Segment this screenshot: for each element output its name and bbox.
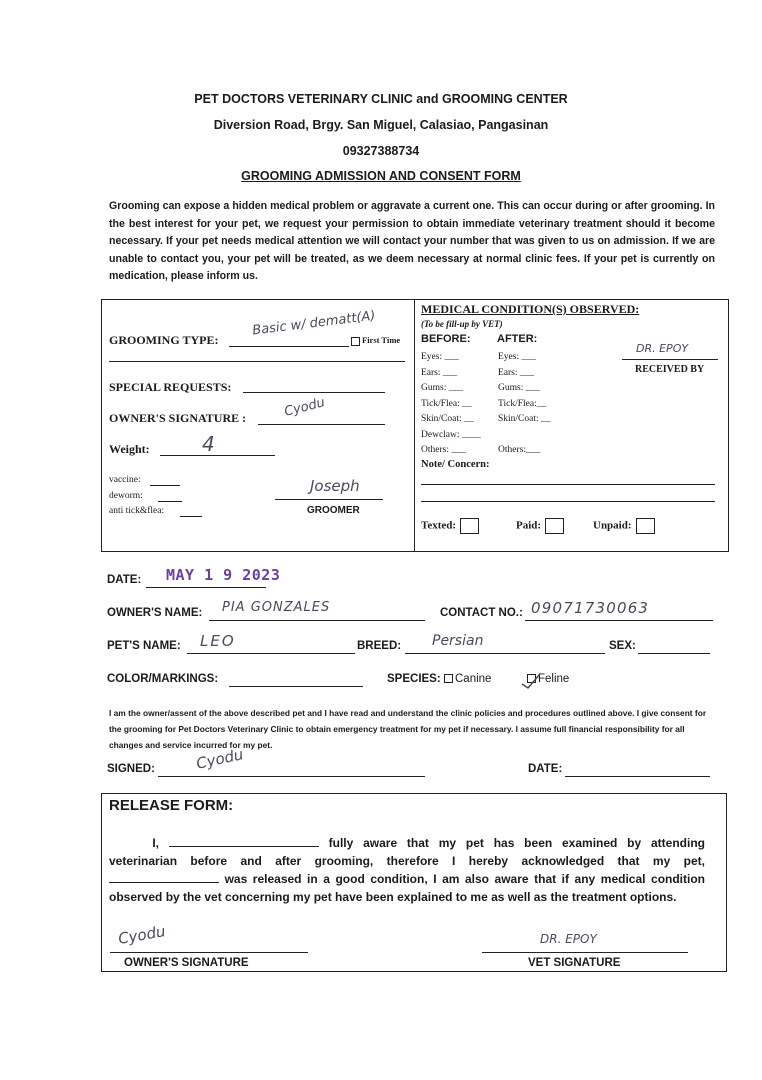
feline-label: Feline (538, 673, 570, 685)
release-name-blank (169, 834, 319, 847)
after-others: Others:___ (498, 445, 541, 455)
release-pet-blank (109, 870, 219, 883)
note-line-1 (421, 484, 715, 485)
intro-paragraph: Grooming can expose a hidden medical problem or aggravate a current one. This can occur during or after grooming. In the best interest for your pet, we request your permission to obtain immediate veterinary treatment should it become necessary. If your pet needs medical attention we will contact your number that was given to us on admission. If we are unable to contact you, your pet will be treated, as we deem necessary at normal clinic fees. If your pet is currently on medication, please inform us. (109, 200, 715, 283)
contact-label: CONTACT NO.: (440, 607, 523, 619)
release-text-3: was released in a good condition, I am also aware that if any medical condition observed by the vet concerning my pet have been explained to me as well as the treatment options. (109, 872, 706, 904)
anti-tick-label: anti tick&flea: (109, 506, 165, 516)
species-canine-option[interactable] (444, 673, 491, 685)
signed-label: SIGNED: (107, 763, 155, 775)
weight-line (160, 455, 275, 456)
after-ears: Ears: ___ (498, 367, 535, 378)
grooming-type-line (229, 346, 349, 347)
received-by-line (622, 359, 718, 360)
contact-line (525, 620, 713, 621)
after-gums: Gums: ___ (498, 383, 540, 393)
after-dewclaw (498, 428, 551, 444)
groomer-value: Joseph (310, 477, 360, 495)
consent-paragraph: I am the owner/assent of the above described pet and I have read and understand the clinic policies and procedures outlined above. I give consent for the grooming for Pet Doctors Veterinary Clinic to obtain emergency treatment for my pet if necessary. I assume full financial responsibility for all changes and service incurred for my pet. (109, 708, 707, 750)
vet-signature-line (482, 952, 688, 953)
owner-signature-value: Cyodu (282, 395, 327, 420)
vaccine-line (150, 485, 180, 486)
clinic-address: Diversion Road, Brgy. San Miguel, Calasiao, Pangasinan (213, 118, 549, 132)
before-dewclaw: Dewclaw: ____ (421, 429, 481, 440)
after-label: AFTER: (497, 333, 538, 345)
after-column (498, 350, 551, 459)
groomer-line (275, 499, 383, 500)
unpaid-checkbox[interactable] (636, 518, 655, 534)
paid-checkbox[interactable] (545, 518, 564, 534)
owner-signature-label: OWNER'S SIGNATURE : (109, 411, 247, 425)
pet-name-line (187, 653, 355, 654)
texted-label: Texted: (421, 519, 457, 532)
release-text-1: I, (152, 836, 159, 850)
grooming-type-value: Basic w/ dematt(A) (251, 308, 377, 339)
color-markings-label: COLOR/MARKINGS: (107, 673, 219, 685)
deworm-line (158, 501, 182, 502)
owner-name-label: OWNER'S NAME: (107, 607, 203, 619)
unpaid-label: Unpaid: (593, 519, 632, 532)
owner-signature-line (258, 424, 385, 425)
clinic-phone: 09327388734 (342, 144, 420, 158)
anti-tick-line (180, 516, 202, 517)
signed-date-line (565, 776, 710, 777)
before-label: BEFORE: (421, 333, 471, 345)
texted-checkbox[interactable] (460, 518, 479, 534)
color-markings-line (229, 686, 363, 687)
before-others: Others: ___ (421, 445, 466, 455)
special-requests-label: SPECIAL REQUESTS: (109, 380, 232, 394)
release-paragraph (109, 834, 705, 906)
received-by-value: DR. EPOY (636, 342, 689, 355)
paid-label: Paid: (516, 519, 542, 532)
before-skin: Skin/Coat: __ (421, 414, 474, 424)
vaccine-label: vaccine: (109, 475, 141, 485)
texted-field[interactable] (421, 518, 479, 534)
before-ears: Ears: ___ (421, 367, 458, 378)
species-label: SPECIES: (387, 673, 441, 685)
before-gums: Gums: ___ (421, 383, 463, 393)
note-label: Note/ Concern: (421, 459, 490, 470)
vet-signature-value: DR. EPOY (540, 932, 597, 946)
weight-label: Weight: (109, 442, 150, 456)
grooming-type-line-2 (109, 361, 405, 362)
form-title: GROOMING ADMISSION AND CONSENT FORM (241, 169, 521, 183)
release-text-2: fully aware that my pet has been examined by attending veterinarian before and after grooming, therefore I hereby acknowledged that my pet, (109, 836, 705, 868)
breed-value: Persian (432, 633, 484, 649)
first-time-box[interactable] (351, 337, 360, 346)
date-label: DATE: (107, 574, 142, 586)
vet-signature-label: VET SIGNATURE (528, 957, 621, 969)
weight-value: 4 (202, 432, 215, 456)
date-line (146, 587, 266, 588)
special-requests-line (243, 392, 385, 393)
before-eyes: Eyes: ___ (421, 352, 459, 362)
deworm-label: deworm: (109, 491, 143, 501)
medical-condition-subtitle: (To be fill-up by VET) (421, 319, 503, 329)
owner-release-signature-label: OWNER'S SIGNATURE (124, 957, 249, 969)
contact-value: 09071730063 (531, 599, 650, 617)
first-time-checkbox[interactable] (351, 335, 400, 346)
owner-release-signature-value: Cyodu (116, 922, 167, 948)
breed-line (405, 653, 605, 654)
before-tick: Tick/Flea: __ (421, 398, 472, 409)
breed-label: BREED: (357, 640, 402, 652)
release-title: RELEASE FORM: (109, 797, 234, 814)
owner-name-line (209, 620, 425, 621)
received-by-label: RECEIVED BY (635, 364, 705, 375)
after-skin: Skin/Coat: __ (498, 414, 551, 424)
signed-line (158, 776, 425, 777)
box-divider (414, 300, 415, 551)
first-time-label: First Time (362, 335, 401, 345)
medical-condition-title: MEDICAL CONDITION(S) OBSERVED: (421, 302, 640, 316)
unpaid-field[interactable] (593, 518, 655, 534)
sex-line (638, 653, 710, 654)
pet-name-value: LEO (200, 632, 236, 650)
before-column (421, 350, 481, 459)
after-tick: Tick/Flea:__ (498, 398, 547, 409)
signed-signature-value: Cyodu (194, 745, 245, 773)
signed-date-label: DATE: (528, 763, 563, 775)
grooming-type-label: GROOMING TYPE: (109, 333, 219, 347)
note-line-2 (421, 501, 715, 502)
owner-name-value: PIA GONZALES (222, 600, 331, 615)
groomer-label: GROOMER (307, 505, 360, 516)
clinic-name: PET DOCTORS VETERINARY CLINIC and GROOMING CENTER (194, 92, 568, 106)
paid-field[interactable] (516, 518, 564, 534)
canine-label: Canine (455, 673, 492, 685)
canine-checkbox[interactable] (444, 674, 453, 683)
pet-name-label: PET'S NAME: (107, 640, 181, 652)
owner-release-signature-line (110, 952, 308, 953)
sex-label: SEX: (609, 640, 636, 652)
feline-check-mark-icon (520, 672, 542, 690)
date-stamp: MAY 1 9 2023 (166, 566, 281, 584)
after-eyes: Eyes: ___ (498, 352, 536, 362)
